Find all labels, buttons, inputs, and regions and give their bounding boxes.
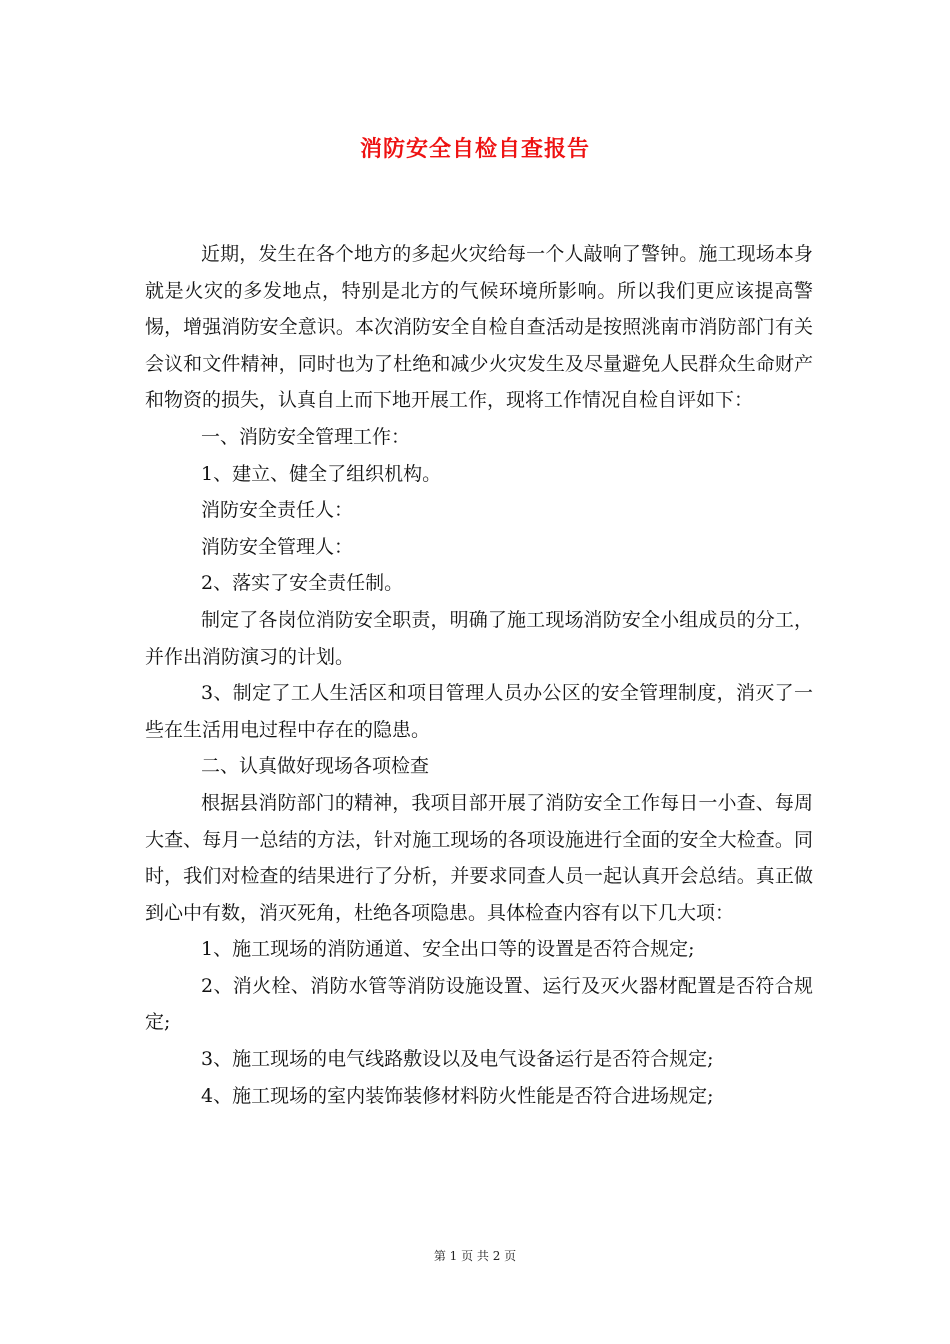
paragraph: 1、建立、健全了组织机构。: [201, 462, 442, 485]
section-heading: 一、消防安全管理工作：: [201, 425, 411, 448]
paragraph: 2、落实了安全责任制。: [201, 572, 404, 595]
page-title: 消防安全自检自查报告: [359, 136, 590, 162]
document-body: [145, 236, 813, 1114]
paragraph: 制定了各岗位消防安全职责，明确了施工现场消防安全小组成员的分工，并作出消防演习的计划。: [145, 608, 813, 668]
paragraph: 根据县消防部门的精神，我项目部开展了消防安全工作每日一小查、每周大查、每月一总结的方法，针对施工现场的各项设施进行全面的安全大检查。同时，我们对检查的结果进行了分析，并要求同查人员一起认真开会总结。真正做到心中有数，消灭死角，杜绝各项隐患。具体检查内容有以下几大项：: [145, 791, 813, 924]
paragraph: 近期，发生在各个地方的多起火灾给每一个人敲响了警钟。施工现场本身就是火灾的多发地点，特别是北方的气候环境所影响。所以我们更应该提高警惕，增强消防安全意识。本次消防安全自检自查活动是按照洮南市消防部门有关会议和文件精神，同时也为了杜绝和减少火灾发生及尽量避免人民群众生命财产和物资的损失，认真自上而下地开展工作，现将工作情况自检自评如下：: [145, 243, 813, 412]
paragraph: 3、制定了工人生活区和项目管理人员办公区的安全管理制度，消灭了一些在生活用电过程中存在的隐患。: [145, 682, 813, 741]
page-footer: 第 1 页 共 2 页: [433, 1249, 517, 1263]
list-item: 4、施工现场的室内装饰装修材料防火性能是否符合进场规定;: [201, 1084, 714, 1107]
section-heading: 二、认真做好现场各项检查: [201, 755, 430, 778]
paragraph: 消防安全责任人：: [201, 499, 354, 522]
paragraph: 消防安全管理人：: [201, 535, 354, 558]
list-item: 1、施工现场的消防通道、安全出口等的设置是否符合规定;: [201, 938, 695, 961]
list-item: 3、施工现场的电气线路敷设以及电气设备运行是否符合规定;: [201, 1048, 714, 1071]
list-item: 2、消火栓、消防水管等消防设施设置、运行及灭火器材配置是否符合规定;: [145, 974, 813, 1034]
